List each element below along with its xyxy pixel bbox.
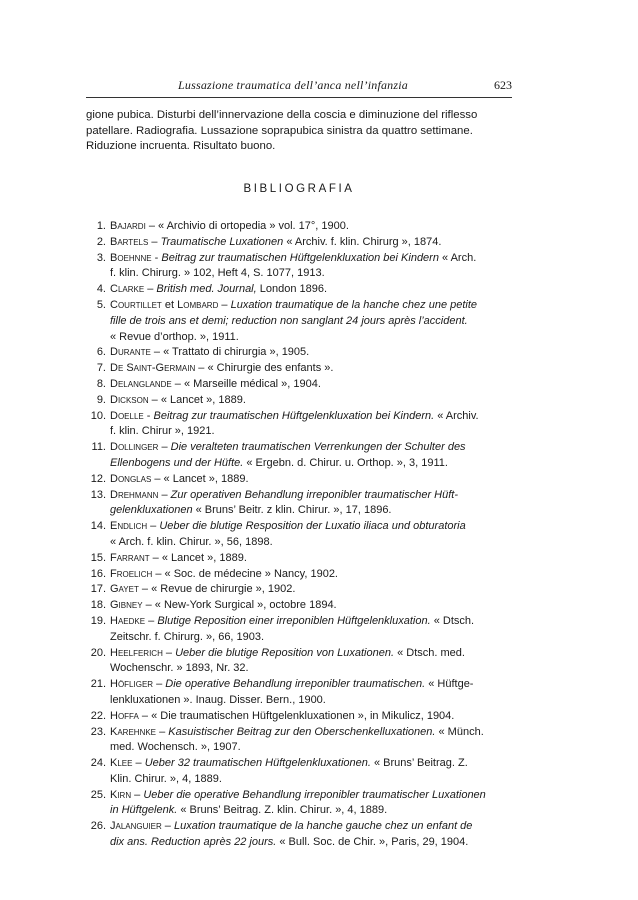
citation-text: « Bruns’ Beitrag. Z. klin. Chirur. », 4, 1889.: [177, 804, 388, 817]
work-title: gelenkluxationen: [110, 504, 193, 517]
citation-text: f. klin. Chirur », 1921.: [110, 425, 215, 438]
entry-line: [110, 803, 512, 819]
entry-line: [110, 345, 512, 361]
author-name: Courtillet: [110, 298, 162, 311]
bibliography-entry: [86, 551, 512, 567]
intro-line: gione pubica. Disturbi dell’innervazione della coscia e diminuzione del riflesso: [86, 109, 478, 121]
entry-line: [110, 377, 512, 393]
citation-text: –: [158, 441, 171, 454]
bibliography-entry: [86, 582, 512, 598]
citation-text: –: [147, 520, 160, 533]
entry-line: [110, 788, 512, 804]
entry-line: [110, 472, 512, 488]
bibliography-entry: [86, 788, 512, 820]
entry-number: 11.: [91, 441, 106, 454]
bibliography-entry: [86, 409, 512, 441]
author-name: Klee: [110, 757, 133, 770]
entry-line: [110, 393, 512, 409]
section-heading: BIBLIOGRAFIA: [243, 183, 355, 195]
work-title: Ueber die blutige Resposition der Luxatio iliaca und obturatoria: [159, 520, 466, 533]
entry-number: 7.: [96, 362, 106, 375]
entry-number: 8.: [96, 377, 106, 390]
author-name: Lombard: [177, 298, 219, 311]
citation-text: « Münch.: [435, 725, 484, 738]
author-name: Haedke: [110, 614, 146, 627]
work-title: Traumatische Luxationen: [160, 235, 284, 248]
author-name: Doelle: [110, 409, 144, 422]
author-name: Farrant: [110, 551, 150, 564]
citation-text: Zeitschr. f. Chirurg. », 66, 1903.: [110, 630, 265, 643]
bibliography-entry: [86, 440, 512, 472]
entry-line: [110, 551, 512, 567]
entry-line: [110, 235, 512, 251]
citation-text: – « Revue de chirurgie », 1902.: [138, 583, 296, 596]
author-name: Kirn: [110, 788, 132, 801]
bibliography-entry: [86, 646, 512, 678]
author-name: Heelferich: [110, 646, 163, 659]
entry-number: 26.: [90, 820, 106, 833]
citation-text: « Ergebn. d. Chirur. u. Orthop. », 3, 1911.: [243, 456, 448, 469]
entry-number: 5.: [96, 298, 106, 311]
entry-number: 18.: [90, 599, 106, 612]
entry-line: [110, 440, 512, 456]
bibliography-entry: [86, 677, 512, 709]
citation-text: – « New-York Surgical », octobre 1894.: [142, 599, 337, 612]
intro-paragraph: [86, 108, 512, 155]
bibliography-entry: [86, 567, 512, 583]
bibliography-entry: [86, 756, 512, 788]
entry-number: 24.: [90, 757, 106, 770]
entry-number: 17.: [90, 583, 106, 596]
bibliography-entry: [86, 219, 512, 235]
author-name: Bajardi: [110, 220, 146, 232]
entry-line: [110, 582, 512, 598]
entry-line: [110, 535, 512, 551]
author-name: Durante: [110, 346, 151, 359]
bibliography-entry: [86, 251, 512, 283]
citation-text: « Bruns’ Beitr. z klin. Chirur. », 17, 1896.: [192, 504, 392, 517]
entry-line: [110, 282, 512, 298]
bibliography-entry: [86, 472, 512, 488]
entry-number: 22.: [90, 709, 106, 722]
citation-text: med. Wochensch. », 1907.: [110, 741, 241, 754]
author-name: Donglas: [110, 472, 152, 485]
entry-line: [110, 725, 512, 741]
citation-text: –: [156, 725, 169, 738]
citation-text: et: [161, 298, 178, 311]
citation-text: « Bull. Soc. de Chir. », Paris, 29, 1904.: [276, 836, 469, 849]
work-title: Ueber 32 traumatischen Hüftgelenkluxationen.: [144, 757, 371, 770]
citation-text: – « Die traumatischen Hüftgelenkluxationen », in Mikulicz, 1904.: [138, 709, 455, 722]
entry-number: 4.: [96, 283, 106, 296]
author-name: Boehnne: [110, 251, 152, 264]
citation-text: « Archiv. f. klin. Chirurg », 1874.: [283, 235, 442, 248]
author-name: Dollinger: [110, 441, 159, 454]
work-title: Ueber die operative Behandlung irreponibler traumatischer Luxationen: [143, 788, 486, 801]
entry-line: [110, 598, 512, 614]
page-number: 623: [494, 78, 512, 92]
work-title: dix ans. Reduction après 22 jours.: [110, 836, 277, 849]
work-title: Die operative Behandlung irreponibler traumatischen.: [165, 678, 426, 691]
citation-text: « Bruns’ Beitrag. Z.: [370, 757, 468, 770]
citation-text: Klin. Chirur. », 4, 1889.: [110, 772, 222, 785]
bibliography-list: [86, 219, 512, 851]
citation-text: f. klin. Chirurg. » 102, Heft 4, S. 1077, 1913.: [110, 267, 325, 280]
bibliography-entry: [86, 345, 512, 361]
citation-text: « Dtsch.: [430, 614, 475, 627]
citation-text: –: [144, 283, 157, 296]
entry-line: [110, 772, 512, 788]
entry-line: [110, 756, 512, 772]
entry-number: 16.: [90, 567, 106, 580]
author-name: Bartels: [110, 235, 149, 248]
entry-line: [110, 740, 512, 756]
author-name: Jalanguier: [110, 820, 162, 833]
intro-line: patellare. Radiografia. Lussazione soprapubica sinistra da quattro settimane.: [86, 124, 473, 137]
citation-text: -: [143, 409, 154, 422]
bibliography-entry: [86, 282, 512, 298]
bibliography-entry: [86, 614, 512, 646]
citation-text: – « Lancet », 1889.: [151, 472, 249, 485]
citation-text: Wochenschr. » 1893, Nr. 32.: [110, 662, 249, 675]
entry-line: [110, 709, 512, 725]
intro-line: Riduzione incruenta. Risultato buono.: [86, 140, 276, 152]
entry-line: [110, 835, 512, 851]
entry-line: [110, 361, 512, 377]
entry-line: [110, 630, 512, 646]
author-name: Delanglande: [110, 377, 172, 390]
entry-number: 20.: [90, 646, 106, 659]
entry-line: [110, 646, 512, 662]
entry-line: [110, 503, 512, 519]
entry-line: [110, 330, 512, 346]
citation-text: « Archiv.: [434, 409, 479, 422]
author-name: Gibney: [110, 599, 143, 612]
bibliography-entry: [86, 598, 512, 614]
citation-text: –: [132, 757, 145, 770]
author-name: Clarke: [110, 283, 145, 296]
entry-line: [110, 614, 512, 630]
bibliography-entry: [86, 488, 512, 520]
citation-text: –: [161, 820, 174, 833]
citation-text: – « Trattato di chirurgia », 1905.: [150, 346, 310, 359]
entry-line: [110, 661, 512, 677]
author-name: De Saint-Germain: [110, 362, 196, 375]
work-title: Ellenbogens und der Hüfte.: [110, 456, 244, 469]
citation-text: -: [151, 251, 162, 264]
entry-line: [110, 819, 512, 835]
work-title: Ueber die blutige Reposition von Luxationen.: [175, 646, 395, 659]
bibliography-entry: [86, 819, 512, 851]
entry-number: 14.: [90, 520, 106, 533]
citation-text: – « Soc. de médecine » Nancy, 1902.: [152, 567, 338, 580]
citation-text: – « Chirurgie des enfants ».: [195, 362, 334, 375]
entry-line: [110, 519, 512, 535]
work-title: Die veralteten traumatischen Verrenkungen der Schulter des: [170, 441, 466, 454]
work-title: Luxation traumatique de la hanche chez une petite: [230, 298, 478, 311]
entry-line: [110, 567, 512, 583]
citation-text: –: [145, 614, 158, 627]
entry-number: 6.: [96, 346, 106, 359]
citation-text: « Dtsch. med.: [394, 646, 465, 659]
entry-number: 2.: [96, 235, 106, 248]
citation-text: –: [158, 488, 171, 501]
entry-line: [110, 219, 512, 235]
entry-number: 9.: [96, 393, 106, 406]
entry-line: [110, 488, 512, 504]
citation-text: « Hüftge-: [425, 678, 474, 691]
bibliography-entry: [86, 519, 512, 551]
bibliography-entry: [86, 709, 512, 725]
entry-number: 21.: [90, 678, 106, 691]
entry-line: [110, 314, 512, 330]
author-name: Hoffa: [110, 709, 139, 722]
citation-text: –: [218, 298, 231, 311]
entry-number: 25.: [90, 788, 106, 801]
author-name: Drehmann: [110, 488, 159, 501]
entry-line: [110, 266, 512, 282]
citation-text: –: [162, 646, 176, 659]
citation-text: « Revue d’orthop. », 1911.: [110, 330, 239, 343]
citation-text: – « Lancet », 1889.: [148, 393, 246, 406]
entry-number: 3.: [96, 251, 106, 264]
entry-line: [110, 424, 512, 440]
work-title: fille de trois ans et demi; reduction non sanglant 24 jours après l’accident.: [110, 314, 468, 327]
work-title: Kasuistischer Beitrag zur den Oberschenkelluxationen.: [168, 725, 436, 738]
citation-text: London 1896.: [256, 283, 328, 296]
author-name: Dickson: [110, 393, 149, 406]
entry-line: [110, 409, 512, 425]
work-title: Zur operativen Behandlung irreponibler traumatischer Hüft-: [170, 488, 458, 501]
work-title: Luxation traumatique de la hanche gauche chez un enfant de: [173, 820, 473, 833]
author-name: Höfliger: [110, 678, 154, 691]
citation-text: « Arch. f. klin. Chirur. », 56, 1898.: [110, 535, 273, 548]
citation-text: –: [148, 235, 161, 248]
work-title: in Hüftgelenk.: [110, 804, 178, 817]
bibliography-entry: [86, 298, 512, 345]
work-title: British med. Journal,: [156, 283, 257, 296]
work-title: Blutige Reposition einer irreponiblen Hüftgelenkluxation.: [157, 614, 431, 627]
citation-text: –: [153, 678, 166, 691]
citation-text: – « Marseille médical », 1904.: [171, 377, 321, 390]
bibliography-entry: [86, 235, 512, 251]
entry-number: 23.: [90, 725, 106, 738]
author-name: Karehnke: [110, 725, 157, 738]
citation-text: – « Archivio di ortopedia » vol. 17°, 1900.: [145, 220, 349, 232]
work-title: Beitrag zur traumatischen Hüftgelenkluxation bei Kindern: [161, 251, 439, 264]
citation-text: « Arch.: [438, 251, 477, 264]
author-name: Endlich: [110, 520, 148, 533]
entry-number: 12.: [90, 472, 106, 485]
entry-number: 13.: [90, 488, 106, 501]
bibliography-entry: [86, 361, 512, 377]
citation-text: lenkluxationen ». Inaug. Disser. Bern., 1900.: [110, 693, 326, 706]
author-name: Froelich: [110, 567, 153, 580]
entry-line: [110, 298, 512, 314]
entry-line: [110, 456, 512, 472]
author-name: Gayet: [110, 583, 139, 596]
entry-number: 10.: [90, 409, 106, 422]
entry-number: 19.: [90, 614, 106, 627]
bibliography-entry: [86, 725, 512, 757]
entry-number: 15.: [90, 551, 106, 564]
entry-line: [110, 677, 512, 693]
bibliography-entry: [86, 377, 512, 393]
entry-line: [110, 693, 512, 709]
header-rule: [86, 97, 512, 98]
bibliography-entry: [86, 393, 512, 409]
citation-text: –: [131, 788, 144, 801]
work-title: Beitrag zur traumatischen Hüftgelenkluxation bei Kindern.: [153, 409, 435, 422]
citation-text: – « Lancet », 1889.: [149, 551, 247, 564]
entry-line: [110, 251, 512, 267]
running-title: Lussazione traumatica dell’anca nell’infanzia: [178, 78, 408, 92]
entry-number: 1.: [96, 220, 106, 232]
